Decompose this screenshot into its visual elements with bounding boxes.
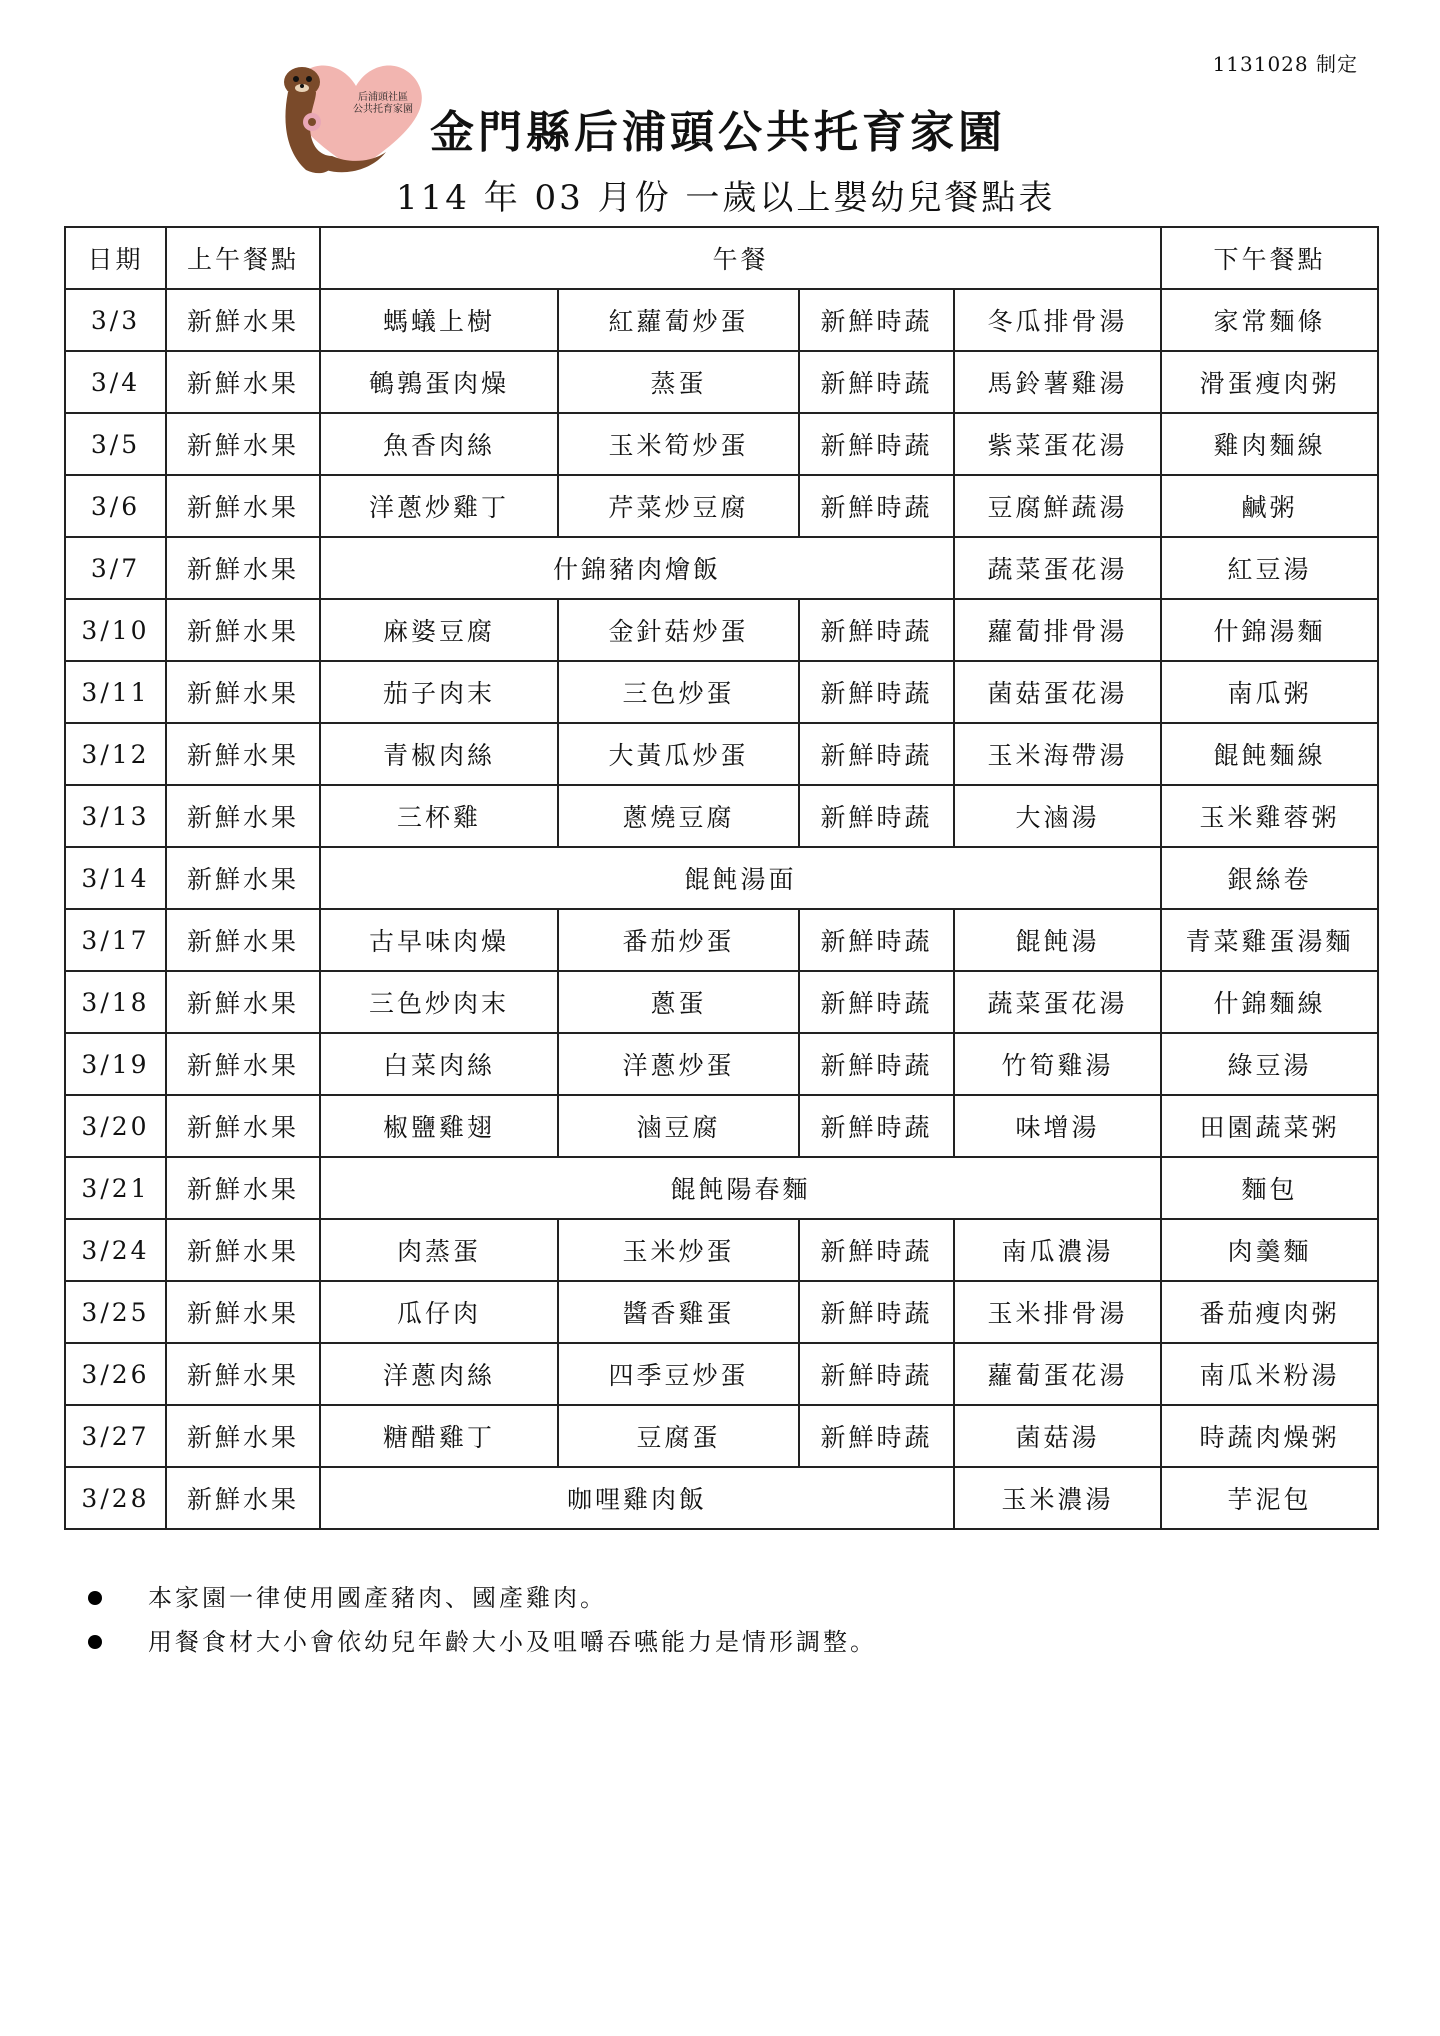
cell-lunch-main: 椒鹽雞翅: [320, 1095, 558, 1157]
cell-lunch-veg: 新鮮時蔬: [799, 1281, 954, 1343]
cell-afternoon: 滑蛋瘦肉粥: [1161, 351, 1378, 413]
cell-lunch-side: 滷豆腐: [558, 1095, 799, 1157]
cell-date: 3/18: [65, 971, 166, 1033]
cell-date: 3/11: [65, 661, 166, 723]
cell-afternoon: 鹹粥: [1161, 475, 1378, 537]
cell-lunch-side: 蔥燒豆腐: [558, 785, 799, 847]
table-row: [65, 661, 1378, 723]
table-row: [65, 599, 1378, 661]
cell-lunch-side: 醬香雞蛋: [558, 1281, 799, 1343]
cell-morning: 新鮮水果: [166, 785, 320, 847]
cell-lunch-main: 糖醋雞丁: [320, 1405, 558, 1467]
cell-date: 3/17: [65, 909, 166, 971]
meal-table: [64, 226, 1379, 1530]
cell-date: 3/3: [65, 289, 166, 351]
cell-morning: 新鮮水果: [166, 909, 320, 971]
cell-date: 3/27: [65, 1405, 166, 1467]
header-lunch: 午餐: [320, 227, 1161, 289]
cell-lunch-veg: 新鮮時蔬: [799, 599, 954, 661]
cell-morning: 新鮮水果: [166, 1405, 320, 1467]
cell-morning: 新鮮水果: [166, 1095, 320, 1157]
otter-heart-logo-icon: [276, 52, 436, 182]
cell-lunch-soup: 菌菇湯: [954, 1405, 1161, 1467]
table-row: [65, 723, 1378, 785]
header-morning: 上午餐點: [166, 227, 320, 289]
cell-morning: 新鮮水果: [166, 351, 320, 413]
table-row: [65, 1281, 1378, 1343]
cell-lunch-veg: 新鮮時蔬: [799, 1405, 954, 1467]
cell-lunch-soup: 味增湯: [954, 1095, 1161, 1157]
table-body: [65, 289, 1378, 1529]
cell-lunch-main: 瓜仔肉: [320, 1281, 558, 1343]
cell-lunch-soup: 餛飩湯: [954, 909, 1161, 971]
cell-lunch-soup: 豆腐鮮蔬湯: [954, 475, 1161, 537]
cell-lunch-side: 蒸蛋: [558, 351, 799, 413]
cell-morning: 新鮮水果: [166, 1343, 320, 1405]
cell-lunch-veg: 新鮮時蔬: [799, 1095, 954, 1157]
cell-morning: 新鮮水果: [166, 599, 320, 661]
table-row: [65, 909, 1378, 971]
table-row: [65, 537, 1378, 599]
cell-afternoon: 青菜雞蛋湯麵: [1161, 909, 1378, 971]
cell-lunch-side: 玉米筍炒蛋: [558, 413, 799, 475]
cell-afternoon: 家常麵條: [1161, 289, 1378, 351]
table-row: [65, 1219, 1378, 1281]
cell-date: 3/7: [65, 537, 166, 599]
cell-morning: 新鮮水果: [166, 1033, 320, 1095]
cell-lunch-soup: 紫菜蛋花湯: [954, 413, 1161, 475]
cell-date: 3/12: [65, 723, 166, 785]
cell-lunch-side: 芹菜炒豆腐: [558, 475, 799, 537]
table-row: [65, 413, 1378, 475]
cell-lunch-veg: 新鮮時蔬: [799, 661, 954, 723]
cell-date: 3/28: [65, 1467, 166, 1529]
cell-lunch-soup: 南瓜濃湯: [954, 1219, 1161, 1281]
cell-afternoon: 麵包: [1161, 1157, 1378, 1219]
cell-lunch-veg: 新鮮時蔬: [799, 785, 954, 847]
cell-lunch-soup: 竹筍雞湯: [954, 1033, 1161, 1095]
cell-lunch-soup: 蔬菜蛋花湯: [954, 537, 1161, 599]
table-row: [65, 1405, 1378, 1467]
note-item: 本家園一律使用國產豬肉、國產雞肉。: [84, 1576, 877, 1620]
cell-lunch-side: 紅蘿蔔炒蛋: [558, 289, 799, 351]
cell-lunch-main: 白菜肉絲: [320, 1033, 558, 1095]
cell-lunch-veg: 新鮮時蔬: [799, 1033, 954, 1095]
cell-afternoon: 時蔬肉燥粥: [1161, 1405, 1378, 1467]
cell-lunch-main: 三杯雞: [320, 785, 558, 847]
cell-afternoon: 芋泥包: [1161, 1467, 1378, 1529]
cell-afternoon: 紅豆湯: [1161, 537, 1378, 599]
table-row: [65, 475, 1378, 537]
cell-lunch-side: 洋蔥炒蛋: [558, 1033, 799, 1095]
cell-date: 3/24: [65, 1219, 166, 1281]
cell-date: 3/14: [65, 847, 166, 909]
cell-lunch-side: 三色炒蛋: [558, 661, 799, 723]
cell-date: 3/25: [65, 1281, 166, 1343]
table-row: [65, 289, 1378, 351]
cell-morning: 新鮮水果: [166, 475, 320, 537]
cell-lunch-soup: 大滷湯: [954, 785, 1161, 847]
cell-lunch-veg: 新鮮時蔬: [799, 909, 954, 971]
cell-lunch-main: 洋蔥肉絲: [320, 1343, 558, 1405]
cell-lunch-main: 麻婆豆腐: [320, 599, 558, 661]
cell-date: 3/21: [65, 1157, 166, 1219]
cell-lunch-main: 螞蟻上樹: [320, 289, 558, 351]
cell-date: 3/26: [65, 1343, 166, 1405]
cell-lunch-side: 四季豆炒蛋: [558, 1343, 799, 1405]
cell-lunch-side: 蔥蛋: [558, 971, 799, 1033]
cell-lunch-main: 肉蒸蛋: [320, 1219, 558, 1281]
bullet-icon: [88, 1591, 102, 1605]
cell-morning: 新鮮水果: [166, 971, 320, 1033]
cell-lunch-side: 大黃瓜炒蛋: [558, 723, 799, 785]
cell-afternoon: 番茄瘦肉粥: [1161, 1281, 1378, 1343]
cell-lunch-soup: 玉米海帶湯: [954, 723, 1161, 785]
cell-date: 3/13: [65, 785, 166, 847]
cell-lunch-soup: 蔬菜蛋花湯: [954, 971, 1161, 1033]
cell-lunch-merged: 咖哩雞肉飯: [320, 1467, 954, 1529]
cell-afternoon: 什錦麵線: [1161, 971, 1378, 1033]
bullet-icon: [88, 1635, 102, 1649]
cell-lunch-soup: 玉米濃湯: [954, 1467, 1161, 1529]
table-row: [65, 1033, 1378, 1095]
cell-lunch-side: 豆腐蛋: [558, 1405, 799, 1467]
cell-lunch-soup: 蘿蔔排骨湯: [954, 599, 1161, 661]
table-row: [65, 1095, 1378, 1157]
cell-lunch-main: 三色炒肉末: [320, 971, 558, 1033]
cell-lunch-veg: 新鮮時蔬: [799, 1343, 954, 1405]
cell-afternoon: 綠豆湯: [1161, 1033, 1378, 1095]
cell-afternoon: 肉羹麵: [1161, 1219, 1378, 1281]
document-code: 1131028 制定: [1212, 52, 1358, 76]
table-row: [65, 847, 1378, 909]
cell-lunch-veg: 新鮮時蔬: [799, 351, 954, 413]
table-row: [65, 1467, 1378, 1529]
page-subtitle: 114 年 03 月份 一歲以上嬰幼兒餐點表: [396, 178, 1056, 218]
cell-morning: 新鮮水果: [166, 847, 320, 909]
cell-lunch-veg: 新鮮時蔬: [799, 1219, 954, 1281]
cell-morning: 新鮮水果: [166, 1467, 320, 1529]
cell-date: 3/10: [65, 599, 166, 661]
cell-lunch-veg: 新鮮時蔬: [799, 413, 954, 475]
cell-morning: 新鮮水果: [166, 289, 320, 351]
cell-lunch-soup: 玉米排骨湯: [954, 1281, 1161, 1343]
cell-date: 3/5: [65, 413, 166, 475]
cell-lunch-veg: 新鮮時蔬: [799, 723, 954, 785]
cell-lunch-main: 古早味肉燥: [320, 909, 558, 971]
cell-morning: 新鮮水果: [166, 1219, 320, 1281]
table-row: [65, 971, 1378, 1033]
cell-lunch-merged: 餛飩湯面: [320, 847, 1161, 909]
cell-lunch-side: 番茄炒蛋: [558, 909, 799, 971]
notes-list: [84, 1576, 877, 1664]
page-title: 金門縣后浦頭公共托育家園: [430, 107, 1006, 158]
cell-lunch-soup: 菌菇蛋花湯: [954, 661, 1161, 723]
table-row: [65, 1343, 1378, 1405]
cell-afternoon: 南瓜米粉湯: [1161, 1343, 1378, 1405]
table-row: [65, 351, 1378, 413]
cell-lunch-main: 魚香肉絲: [320, 413, 558, 475]
cell-lunch-main: 茄子肉末: [320, 661, 558, 723]
header-afternoon: 下午餐點: [1161, 227, 1378, 289]
cell-lunch-side: 金針菇炒蛋: [558, 599, 799, 661]
note-item: 用餐食材大小會依幼兒年齡大小及咀嚼吞嚥能力是情形調整。: [84, 1620, 877, 1664]
cell-date: 3/4: [65, 351, 166, 413]
cell-morning: 新鮮水果: [166, 1281, 320, 1343]
logo: [276, 52, 436, 182]
cell-afternoon: 南瓜粥: [1161, 661, 1378, 723]
cell-lunch-side: 玉米炒蛋: [558, 1219, 799, 1281]
cell-lunch-veg: 新鮮時蔬: [799, 971, 954, 1033]
cell-afternoon: 田園蔬菜粥: [1161, 1095, 1378, 1157]
table-row: [65, 1157, 1378, 1219]
cell-lunch-merged: 餛飩陽春麵: [320, 1157, 1161, 1219]
cell-morning: 新鮮水果: [166, 723, 320, 785]
cell-lunch-main: 洋蔥炒雞丁: [320, 475, 558, 537]
cell-morning: 新鮮水果: [166, 537, 320, 599]
table-header-row: [65, 227, 1378, 289]
cell-afternoon: 玉米雞蓉粥: [1161, 785, 1378, 847]
cell-lunch-soup: 蘿蔔蛋花湯: [954, 1343, 1161, 1405]
cell-morning: 新鮮水果: [166, 661, 320, 723]
cell-lunch-veg: 新鮮時蔬: [799, 475, 954, 537]
cell-lunch-soup: 冬瓜排骨湯: [954, 289, 1161, 351]
cell-lunch-merged: 什錦豬肉燴飯: [320, 537, 954, 599]
header-date: 日期: [65, 227, 166, 289]
cell-date: 3/19: [65, 1033, 166, 1095]
cell-afternoon: 銀絲卷: [1161, 847, 1378, 909]
table-row: [65, 785, 1378, 847]
cell-lunch-main: 鵪鶉蛋肉燥: [320, 351, 558, 413]
cell-lunch-main: 青椒肉絲: [320, 723, 558, 785]
logo-text: 后浦頭社區 公共托育家園: [353, 92, 413, 115]
cell-morning: 新鮮水果: [166, 413, 320, 475]
cell-lunch-veg: 新鮮時蔬: [799, 289, 954, 351]
cell-morning: 新鮮水果: [166, 1157, 320, 1219]
cell-afternoon: 餛飩麵線: [1161, 723, 1378, 785]
cell-lunch-soup: 馬鈴薯雞湯: [954, 351, 1161, 413]
cell-date: 3/20: [65, 1095, 166, 1157]
cell-afternoon: 什錦湯麵: [1161, 599, 1378, 661]
cell-date: 3/6: [65, 475, 166, 537]
cell-afternoon: 雞肉麵線: [1161, 413, 1378, 475]
